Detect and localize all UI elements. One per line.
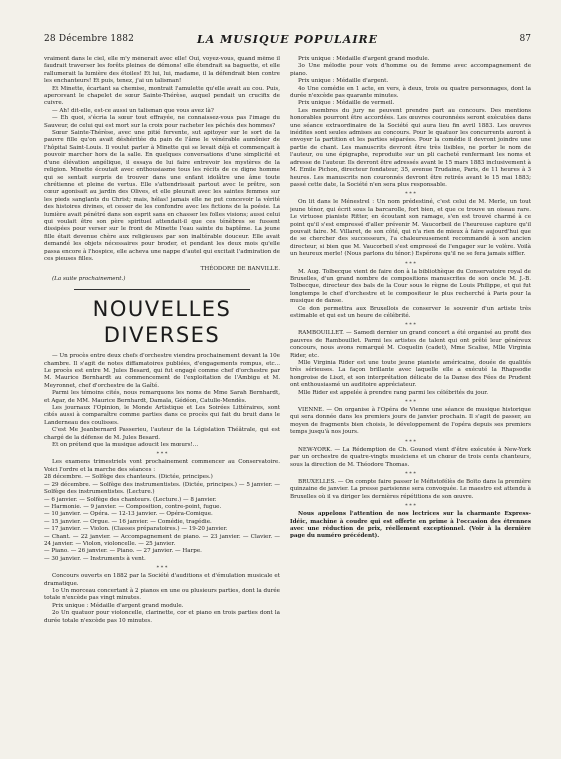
exam-line: — 6 janvier. — Solfège des chanteurs. (Lecture.) — 8 janvier. bbox=[44, 496, 217, 503]
section-divider bbox=[74, 289, 250, 290]
prize-line: Prix unique : Médaille d'argent grand module. bbox=[298, 56, 430, 62]
jury-paragraph: Les membres du jury ne peuvent prendre part au concours. Des mentions honorables pourront être accordées. Les œuvres couronnées seront exécutées dans une séance extraordinaire de la Société qui aura lieu fin avril 1883. Les œuvres inédites sont seules admises au concours. Pour le quatuor les concurrents auront à envoyer la partition et les parties séparées. Pour la comédie il devront joindre une partie de chant. Les manuscrits devront être très lisibles, ne porter le nom de l'auteur, ou une épigraphe, reproduite sur un pli cacheté renfermant les noms et adresse de l'auteur. Ils devront être adressés avant le 15 mars 1883 inclusivement à M. Emile Pichon, directeur fondateur, 35, avenue Trudaine, Paris, de 11 heures à 3 heures. Les manuscrits non couronnés devront être retirés avant le 15 mai 1883; passé cette date, la Société n'en sera plus responsable. bbox=[290, 107, 531, 188]
rambouillet-paragraph: RAMBOUILLET. — Samedi dernier un grand concert a été organisé au profit des pauvres de Rambouillet. Parmi les artistes de talent qui ont prêté leur généreux concours, nous avons remarqué M. Coquelin (cadet), Mme Scalise, Mlle Virginia Rider, etc. bbox=[290, 330, 531, 359]
to-be-continued: (La suite prochainement.) bbox=[52, 275, 126, 282]
exam-line: — Chant. — 22 janvier. — Accompagnement de piano. — 23 janvier. — Clavier. — 24 janvier. — Violon, violoncelle. — 25 janvier. bbox=[44, 533, 280, 547]
asterism-separator: * * * bbox=[405, 191, 416, 198]
exam-line: 28 décembre. — Solfège des chanteurs. (Dictée, principes.) bbox=[44, 474, 213, 481]
asterism-separator: * * * bbox=[405, 438, 416, 445]
exam-schedule bbox=[44, 474, 280, 563]
tolbecque-paragraph: Ce don permettra aux Bruxellois de conserver le souvenir d'un artiste très estimable et qui est un heure de célébrité. bbox=[290, 305, 531, 319]
news-paragraph: C'est Me Jeanbernard Passerieu, l'auteur de la Législation Théâtrale, qui est chargé de la défense de M. Jules Besard. bbox=[44, 427, 280, 441]
asterism-separator: * * * bbox=[405, 260, 416, 267]
asterism-separator: * * * bbox=[405, 470, 416, 477]
exam-line: — Harmonie. — 9 janvier. — Composition, contre-point, fugue. bbox=[44, 503, 222, 510]
left-column bbox=[44, 56, 280, 739]
exam-line: — 17 janvier. — Violon. (Classes préparatoires.) — 19-20 janvier. bbox=[44, 526, 228, 533]
rambouillet-paragraph: Mlle Virginia Rider est une toute jeune pianiste américaine, douée de qualités très sérieuses. La façon brillante avec laquelle elle a exécuté la Rhapsodie hongroise de Liszt, et son interprétation délicate de la Danse des Fées de Prudent ont enthousiasmé un auditoire appréciateur. bbox=[290, 360, 531, 389]
page-header bbox=[44, 34, 531, 50]
exam-line: — 29 décembre. — Solfège des instrumentistes. (Dictée, principes.) — 5 janvier. — Solfège des instrumentistes. (Lecture.) bbox=[44, 481, 280, 496]
exam-line: — 30 janvier. — Instruments à vent. bbox=[44, 555, 146, 562]
newyork-paragraph: NEW-YORK. — La Rédemption de Ch. Gounod vient d'être exécutée à New-York par un orchestre de quatre-vingts musiciens et un chœur de trois cents chanteurs, sous la direction de M. Théodore Thomas. bbox=[290, 446, 531, 468]
story-paragraph: — Eh quoi, s'écria la sœur tout effrayée, ne connaissez-vous pas l'image du Sauveur, de celui qui est mort sur la croix pour racheter les péchés des hommes? bbox=[44, 115, 280, 129]
story-paragraph: vraiment dans le ciel, elle m'y mènerait avec elle! Oui, voyez-vous, quand même il faudrait traverser les forêts pleines de démons! elle étendrait sa baguette, et elle rallumerait la lumière des étoiles! Et lui, lui, madame, il la défendrait bien contre les enchanteurs! Et puis, tenez, j'ai un talisman! bbox=[44, 56, 280, 85]
prize-line: 3o Une mélodie pour voix d'homme ou de femme avec accompagnement de piano. bbox=[290, 63, 531, 77]
news-paragraph: Les journaux l'Opinion, le Monde Artistique et Les Soirées Littéraires, sont cités aussi à comparaître comme parties dans ce procès qui fait du bruit dans le Landerneau des coulisses. bbox=[44, 405, 280, 426]
header-date: 28 Décembre 1882 bbox=[44, 34, 135, 44]
header-title: LA MUSIQUE POPULAIRE bbox=[196, 33, 378, 46]
concours-item: Prix unique : Médaille d'argent grand module. bbox=[52, 602, 184, 609]
concours-intro: Concours ouverts en 1882 par la Société d'auditions et d'émulation musicale et dramatique. bbox=[44, 573, 280, 587]
menestrel-paragraph: On lit dans le Ménestrel : Un nom prédestiné, c'est celui de M. Merle, un tout jeune ténor, qui écrit sous la barcarolle, fort bien, et que ce trouve un oiseau rare. Le virtuose pianiste Ritter, en écoutant son ramage, s'en est trouvé charmé à ce point qu'il s'est empressé d'aller prévenir M. Vaucorbeil de l'heureuse capture qu'il pouvait faire. M. Villaret, de son côté, qui n'a rien de mieux à faire aujourd'hui que de se chercher des successeurs, l'a chaleureusement recommandé à son ancien directeur, si bien que M. Vaucorbeil s'est empressé de l'engager sur le volère. Voilà un heureux merle! (Nous parlons du ténor.) Espérons qu'il ne se fera jamais siffler. bbox=[290, 199, 531, 258]
exam-line: — Piano. — 26 janvier. — Piano. — 27 janvier. — Harpe. bbox=[44, 548, 202, 555]
asterism-separator: * * * bbox=[405, 322, 416, 329]
asterism-separator: * * * bbox=[156, 451, 168, 458]
exam-line: — 15 janvier. — Orgue. — 16 janvier. — Comédie, tragédie. bbox=[44, 518, 212, 525]
vienne-paragraph: VIENNE. — On organise à l'Opéra de Vienne une séance de musique historique qui sera donnée dans les premiers jours de janvier prochain. Il s'agit de passer, au moyen de fragments bien choisis, le développement de l'opéra depuis ses premiers temps jusqu'à nos jours. bbox=[290, 407, 531, 436]
exam-line: — 10 janvier. — Opéra. — 12-13 janvier. — Opéra-Comique. bbox=[44, 511, 213, 518]
news-paragraph: Parmi les témoins cités, nous remarquons les noms de Mme Sarah Bernhardt, et Agar, de MM. Maurice Bernhardt, Damala, Gédéon, Catulle-Mendès. bbox=[44, 390, 280, 404]
news-paragraph: Et on prétend que la musique adoucit les mœurs!... bbox=[52, 442, 199, 449]
rambouillet-paragraph: Mlle Rider est appelée à prendre rang parmi les célébrités du jour. bbox=[298, 389, 489, 396]
prize-line: Prix unique : Médaille de vermeil. bbox=[298, 100, 395, 107]
advert-paragraph: Nous appelons l'attention de nos lectrices sur la charmante Express-Idéic, machine à coudre qui est offerte en prime à l'occasion des étrennes avec une réduction de prix, réellement exceptionnel. (Voir à la dernière page du numéro précédent). bbox=[290, 511, 531, 540]
prize-line: 4o Une comédie en 1 acte, en vers, à deux, trois ou quatre personnages, dont la durée n'excède pas quarante minutes. bbox=[290, 85, 531, 100]
bruxelles-paragraph: BRUXELLES. — On compte faire passer le Méfistofélès de Boïto dans la première quinzaine de janvier. La presse parisienne sera convoquée. Le maestro est attendu à Bruxelles où il va diriger les dernières répétitions de son œuvre. bbox=[290, 478, 531, 500]
prize-line: Prix unique : Médaille d'argent. bbox=[298, 78, 389, 85]
page-number: 87 bbox=[519, 34, 531, 44]
tolbecque-paragraph: M. Aug. Tolbecque vient de faire don à la bibliothèque du Conservatoire royal de Bruxelles, d'un grand nombre de compositions manuscrites de son oncle M. J.-B. Tolbecque, directeur des bals de la Cour sous le règne de Louis Philippe, et qui fut longtemps le chef d'orchestre et le compositeur le plus recherché à Paris pour la musique de danse. bbox=[290, 268, 531, 305]
story-paragraph: — Ah! dit-elle, est-ce aussi un talisman que vous avez là? bbox=[52, 107, 214, 114]
author-signature: THÉODORE DE BANVILLE. bbox=[200, 266, 280, 273]
story-paragraph: Et Minette, écartant sa chemise, montrait l'amulette qu'elle avait au cou. Puis, apercevant le chapelet de sœur Sainte-Thérèse, auquel pendait un crucifix de cuivre. bbox=[44, 85, 280, 107]
concours-item: 2o Un quatuor pour violoncelle, clarinette, cor et piano en trois parties dont la durée totale n'excède pas 10 minutes. bbox=[44, 610, 280, 624]
right-column bbox=[290, 56, 531, 739]
section-title: NOUVELLES DIVERSES bbox=[92, 297, 232, 348]
news-paragraph: — Un procès entre deux chefs d'orchestre viendra prochainement devant la 10e chambre. Il s'agit de notes diffamatoires publiées, d'engagements rompus, etc... Le procès est entre M. Jules Besard, qui fut engagé comme chef d'orchestre par M. Maurice Bernhardt au commencement de l'exploitation de l'Ambigu et M. Meyronnet, chef d'orchestre de la Gaîté. bbox=[44, 353, 280, 389]
asterism-separator: * * * bbox=[156, 565, 168, 572]
concours-item: 1o Un morceau concertant à 2 pianos en une ou plusieurs parties, dont la durée totale n'excède pas vingt minutes. bbox=[44, 587, 280, 602]
exams-intro: Les examens trimestriels vont prochainement commencer au Conservatoire. Voici l'ordre et la marche des séances : bbox=[44, 459, 280, 473]
story-paragraph: Sœur Sainte-Thérèse, avec une pitié fervente, sut apitoyer sur le sort de la pauvre fille qu'on avait déshéritée du pain de l'âme le vénérable aumônier de l'hôpital Saint-Louis. Il voulut parler à Minette qui se levait déjà et commençait à pouvoir marcher hors de la salle. En quelques conversations d'une simplicité et d'une élévation angélique, il essaya de lui faire entrevoir les mystères de la religion. Minette écoutait avec enthousiasme tous les récits de ce digne homme qui se sentait surpris de trouver dans une enfant idolâtre une âme toute chrétienne et pleine de vertus. Elle s'attendrissait partout avec le prêtre, son cœur agonisait au jardin des Olives, et elle pleurait avec les saintes femmes sur les pieds sanglants du Christ; mais, hélas! jamais elle ne put concevoir la vérité des histoires divines, et cesser de les confondre avec les fictions de la poésie. La lumière avait pénétré dans son esprit sans en chasser les folles visions; aussi celui qui voulait être son père spirituel attendait-il que ces ténèbres se fussent dissipées pour verser sur le front de Minette l'eau sainte du baptême. La jeune fille était devenue chère aux religieuses par son inaltérable douceur. Elle avait demandé les objets nécessaires pour broder, et pendant les deux mois qu'elle passa encore à l'hospice, elle acheva une nappe d'autel qui excitait l'admiration de ces pieuses filles. bbox=[44, 130, 280, 262]
asterism-separator: * * * bbox=[405, 399, 416, 406]
asterism-separator: * * * bbox=[405, 503, 416, 510]
